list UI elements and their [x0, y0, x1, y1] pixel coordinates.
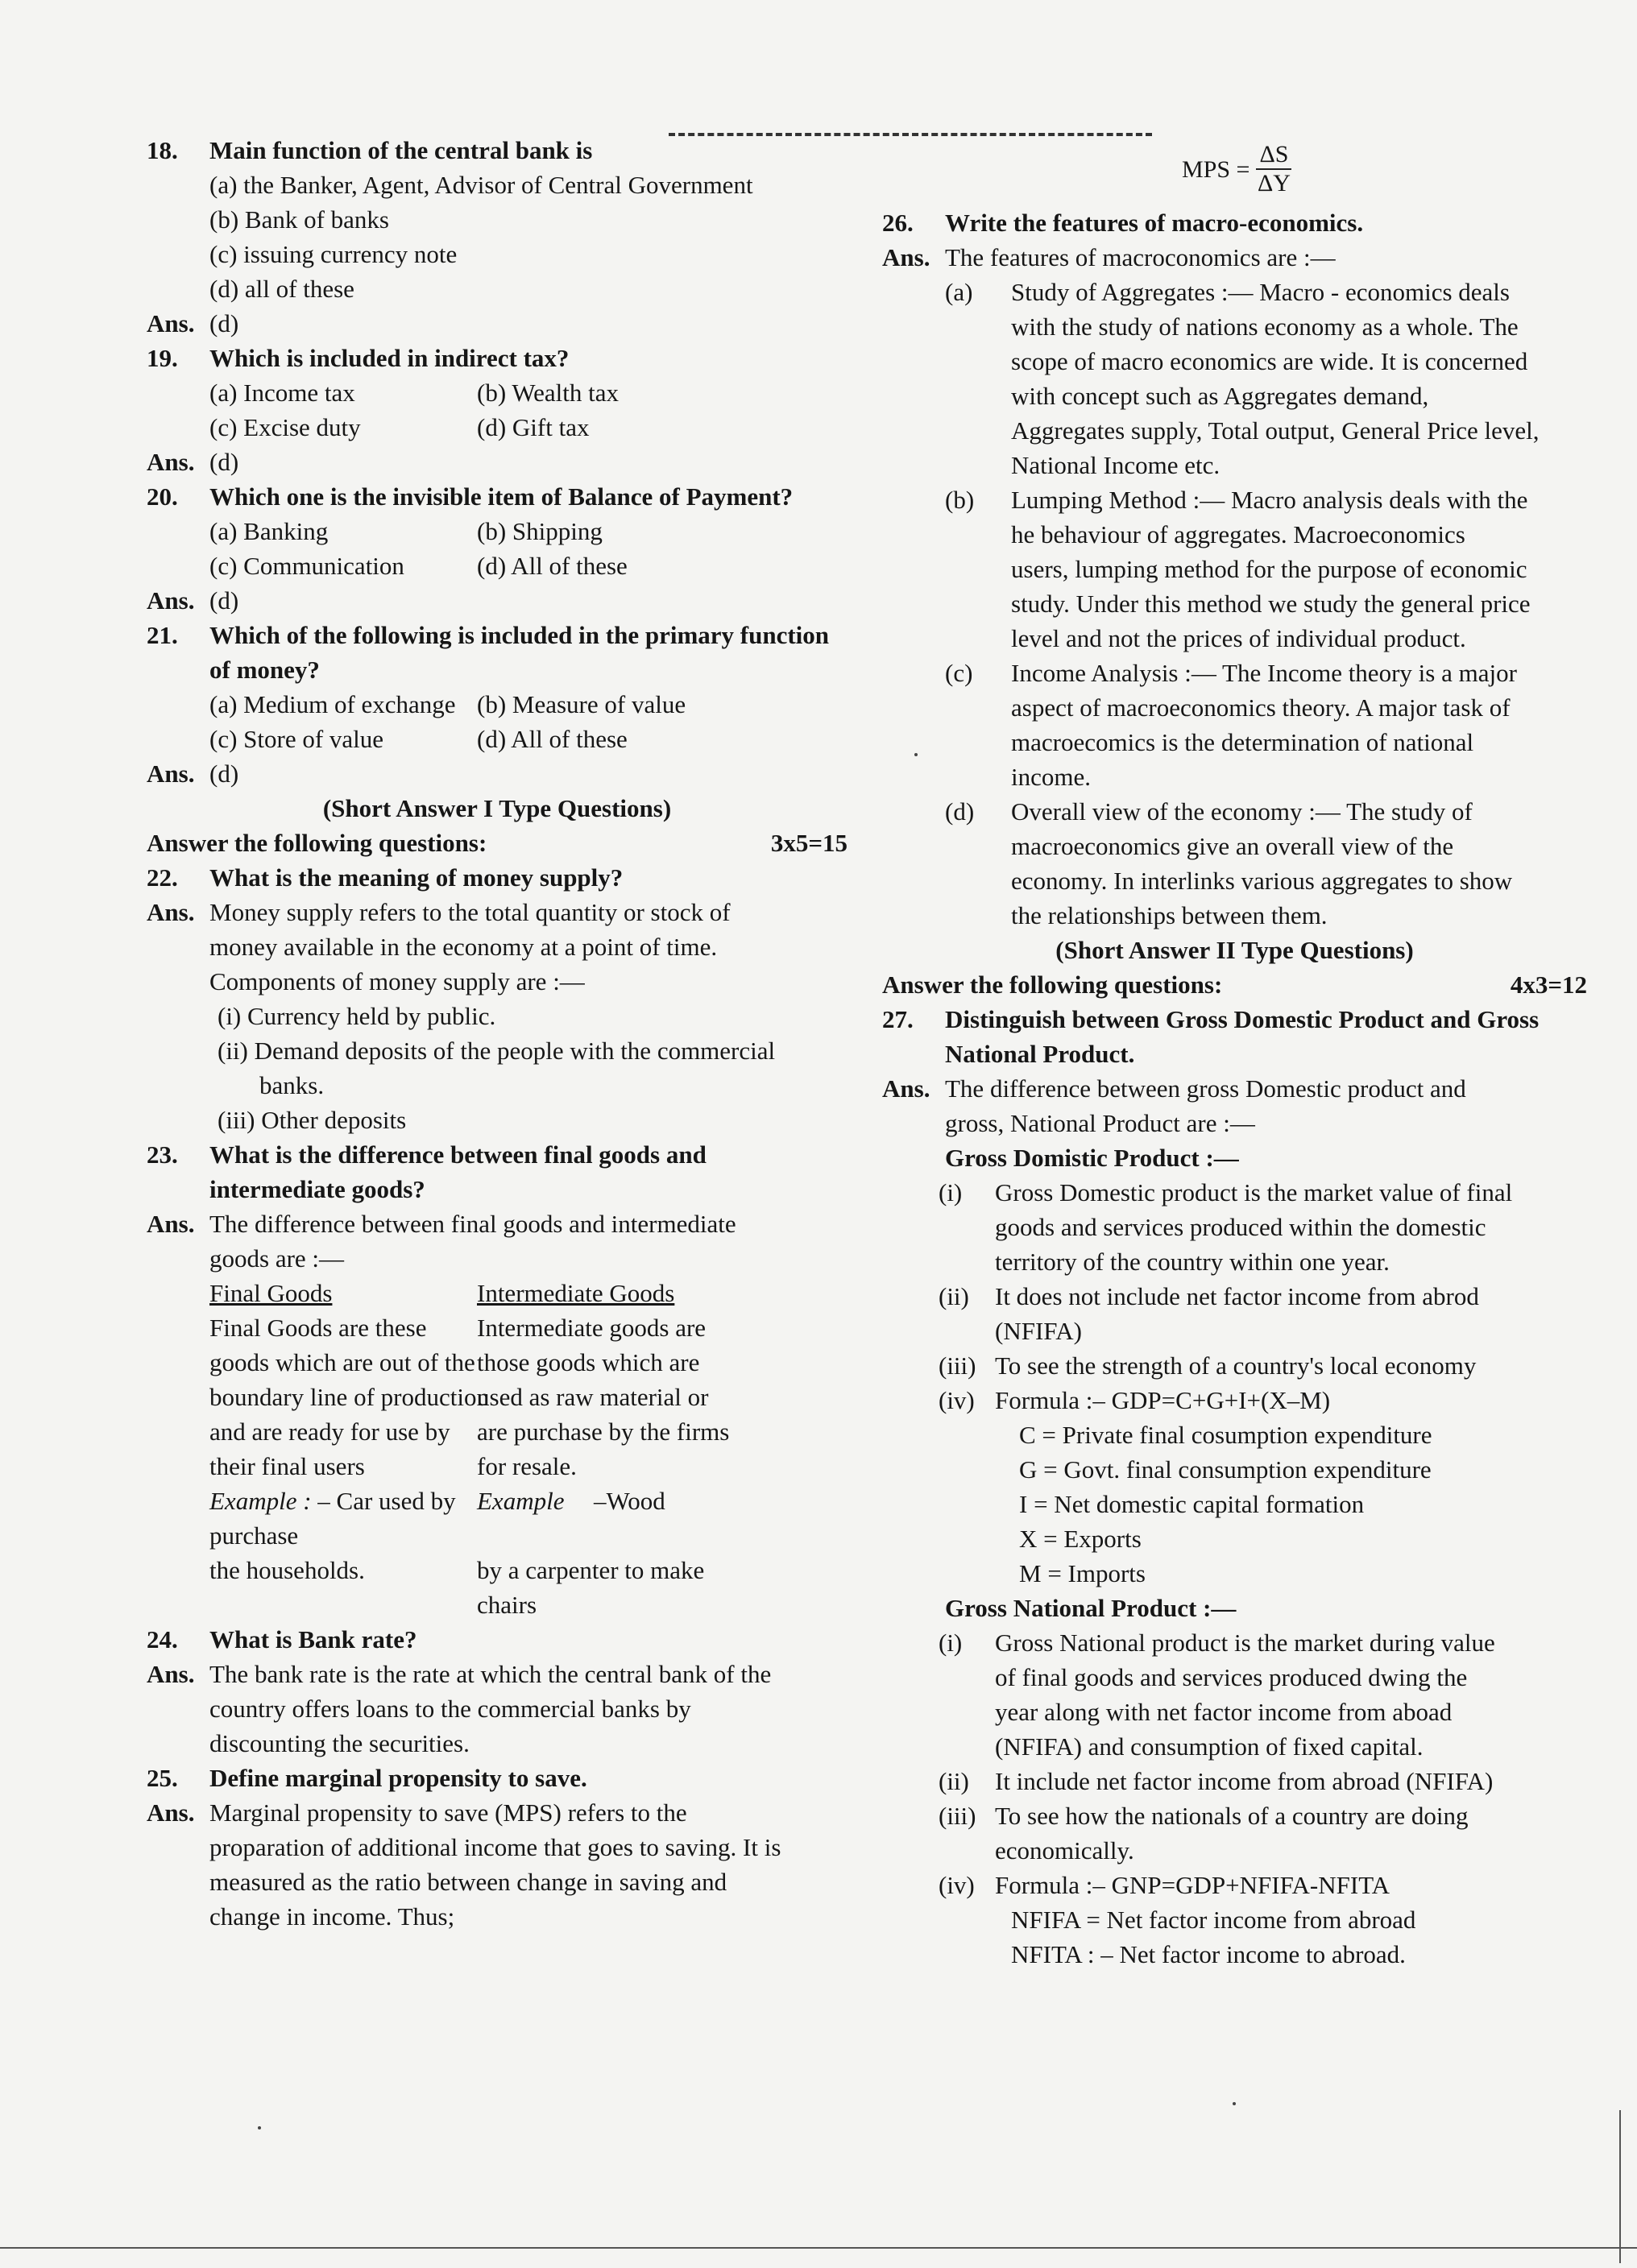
list-item-line: [882, 690, 1587, 725]
list-text: aspect of macroeconomics theory. A major task of: [1011, 693, 1511, 722]
list-item-line: [882, 725, 1587, 759]
question-21: 21. Which of the following is included in the primary function: [147, 621, 830, 649]
list-text: with concept such as Aggregates demand,: [1011, 382, 1429, 410]
comparison-header: Final Goods Intermediate Goods: [209, 1279, 675, 1307]
answer: Ans. Money supply refers to the total quantity or stock of: [147, 898, 731, 926]
answer: Ans. (d): [147, 309, 239, 337]
answer-line: measured as the ratio between change in saving and: [209, 1868, 727, 1896]
question-21-cont: of money?: [209, 656, 320, 684]
definition-line: X = Exports: [1019, 1525, 1142, 1553]
question-27-cont: National Product.: [945, 1040, 1135, 1068]
question-20: 20. Which one is the invisible item of Balance of Payment?: [147, 482, 794, 511]
speck: [258, 2126, 261, 2129]
answer: Ans. The features of macroconomics are :—: [882, 243, 1336, 271]
question-23: 23. What is the difference between final goods and: [147, 1140, 707, 1169]
list-label: (b): [945, 486, 975, 514]
list-item-line: [882, 656, 1587, 690]
list-text: with the study of nations economy as a whole. The: [1011, 312, 1519, 341]
list-item: (ii) Demand deposits of the people with the commercial: [218, 1037, 776, 1065]
list-label: (iii): [939, 1351, 976, 1380]
list-label: (d): [945, 797, 975, 826]
section-instruction: Answer the following questions: 3x5=15: [147, 829, 848, 857]
section-heading: (Short Answer II Type Questions): [1055, 936, 1414, 964]
gdp-definitions: [882, 1418, 1587, 1591]
list-item-line: [882, 344, 1587, 379]
list-label: (a): [945, 278, 973, 306]
list-item-line: [882, 1660, 1587, 1695]
right-edge-rule: [1619, 2110, 1621, 2263]
list-text: Income Analysis :— The Income theory is a major: [1011, 659, 1517, 687]
option: (a) the Banker, Agent, Advisor of Central Government: [209, 171, 753, 199]
comparison-row: their final users for resale.: [209, 1452, 577, 1480]
list-item-line: [882, 1210, 1587, 1244]
list-item-line: [882, 1695, 1587, 1729]
comparison-row: and are ready for use by are purchase by the firms: [209, 1418, 730, 1446]
answer-line: Components of money supply are :—: [209, 967, 585, 995]
list-item-line: [882, 1798, 1587, 1833]
list-text: territory of the country within one year.: [995, 1248, 1390, 1276]
list-text: economy. In interlinks various aggregates to show: [1011, 867, 1513, 895]
list-text: (NFIFA): [995, 1317, 1082, 1345]
list-item-line: [882, 413, 1587, 448]
answer: Ans. The difference between final goods and intermediate: [147, 1210, 736, 1238]
question-19: 19. Which is included in indirect tax?: [147, 344, 570, 372]
list-text: economically.: [995, 1836, 1134, 1864]
option-row: (c) Communication (d) All of these: [209, 552, 628, 580]
list-text: National Income etc.: [1011, 451, 1220, 479]
question-18: 18. Main function of the central bank is: [147, 136, 593, 164]
list-item-line: [882, 1729, 1587, 1764]
feature-list: [882, 275, 1587, 933]
definition-line: M = Imports: [1019, 1559, 1146, 1587]
comparison-row: chairs: [477, 1591, 537, 1619]
list-label: (iv): [939, 1386, 975, 1414]
list-text: Gross Domestic product is the market value of final: [995, 1178, 1513, 1206]
definition-line: I = Net domestic capital formation: [1019, 1490, 1365, 1518]
definition-line: NFITA : – Net factor income to abroad.: [1011, 1940, 1406, 1968]
list-item: banks.: [259, 1071, 325, 1099]
left-column: [147, 133, 848, 1934]
list-text: the relationships between them.: [1011, 901, 1328, 929]
list-text: he behaviour of aggregates. Macroeconomics: [1011, 520, 1465, 548]
list-item-line: [882, 1175, 1587, 1210]
question-23-cont: intermediate goods?: [209, 1175, 425, 1203]
list-item-line: [882, 1279, 1587, 1314]
list-item-line: [882, 1833, 1587, 1868]
answer-line: goods are :—: [209, 1244, 345, 1273]
list-item-line: [882, 898, 1587, 933]
answer: Ans. (d): [147, 448, 239, 476]
mps-formula: MPS = $\frac{\Delta S}{\Delta Y}$: [1182, 141, 1291, 197]
list-item-line: [882, 759, 1587, 794]
list-item: (iii) Other deposits: [218, 1106, 407, 1134]
list-text: scope of macro economics are wide. It is concerned: [1011, 347, 1528, 375]
question-24: 24. What is Bank rate?: [147, 1625, 417, 1653]
list-item-line: [882, 1383, 1587, 1418]
list-text: macroecomics is the determination of national: [1011, 728, 1474, 756]
list-text: It does not include net factor income from abrod: [995, 1282, 1479, 1310]
list-item: (i) Currency held by public.: [218, 1002, 496, 1030]
gnp-definitions: [882, 1902, 1587, 1972]
question-25: 25. Define marginal propensity to save.: [147, 1764, 587, 1792]
question-22: 22. What is the meaning of money supply?: [147, 863, 624, 892]
list-item-line: [882, 482, 1587, 517]
answer-line: discounting the securities.: [209, 1729, 470, 1757]
speck: [1233, 2102, 1236, 2105]
list-text: It include net factor income from abroad (NFIFA): [995, 1767, 1494, 1795]
list-label: (i): [939, 1629, 963, 1657]
answer-line: money available in the economy at a point of time.: [209, 933, 718, 961]
answer: Ans. The bank rate is the rate at which the central bank of the: [147, 1660, 772, 1688]
mps-formula-block: [882, 133, 1587, 205]
list-item-line: [882, 1868, 1587, 1902]
option: (b) Bank of banks: [209, 205, 389, 234]
option: (c) issuing currency note: [209, 240, 458, 268]
section-instruction: Answer the following questions: 4x3=12: [882, 971, 1587, 999]
answer: Ans. Marginal propensity to save (MPS) refers to the: [147, 1798, 687, 1827]
list-label: (iv): [939, 1871, 975, 1899]
comparison-row: goods which are out of the those goods which are: [209, 1348, 700, 1376]
option-row: (c) Excise duty (d) Gift tax: [209, 413, 590, 441]
list-text: Aggregates supply, Total output, General Price level,: [1011, 416, 1540, 445]
bottom-rule: [0, 2247, 1637, 2249]
answer-line: gross, National Product are :—: [945, 1109, 1255, 1137]
list-label: (ii): [939, 1767, 969, 1795]
list-text: Gross National product is the market during value: [995, 1629, 1495, 1657]
answer-line: country offers loans to the commercial banks by: [209, 1695, 691, 1723]
gnp-list: [882, 1625, 1587, 1902]
list-text: macroeconomics give an overall view of the: [1011, 832, 1454, 860]
speck: [914, 753, 918, 756]
list-item-line: [882, 863, 1587, 898]
answer: Ans. (d): [147, 586, 239, 615]
comparison-row: Final Goods are these Intermediate goods are: [209, 1314, 707, 1342]
list-text: study. Under this method we study the general price: [1011, 590, 1531, 618]
answer: Ans. The difference between gross Domestic product and: [882, 1074, 1466, 1103]
comparison-row: Example : – Car used by Example –Wood: [209, 1487, 665, 1515]
gdp-heading: Gross Domistic Product :—: [945, 1144, 1239, 1172]
list-item-line: [882, 1348, 1587, 1383]
right-column: [882, 133, 1587, 1972]
comparison-row: the households. by a carpenter to make: [209, 1556, 705, 1584]
list-item-line: [882, 552, 1587, 586]
list-text: Lumping Method :— Macro analysis deals with the: [1011, 486, 1528, 514]
list-text: income.: [1011, 763, 1091, 791]
list-item-line: [882, 829, 1587, 863]
list-text: Study of Aggregates :— Macro - economics deals: [1011, 278, 1510, 306]
list-item-line: [882, 517, 1587, 552]
list-item-line: [882, 309, 1587, 344]
definition-line: G = Govt. final consumption expenditure: [1019, 1455, 1432, 1484]
answer-line: proparation of additional income that goes to saving. It is: [209, 1833, 781, 1861]
answer: Ans. (d): [147, 759, 239, 788]
comparison-row: purchase: [209, 1521, 299, 1550]
list-label: (i): [939, 1178, 963, 1206]
list-text: (NFIFA) and consumption of fixed capital.: [995, 1732, 1424, 1761]
list-item-line: [882, 794, 1587, 829]
list-text: To see the strength of a country's local economy: [995, 1351, 1477, 1380]
list-item-line: [882, 275, 1587, 309]
question-26: 26. Write the features of macro-economics.: [882, 209, 1364, 237]
list-item-line: [882, 379, 1587, 413]
list-text: year along with net factor income from aboad: [995, 1698, 1453, 1726]
gnp-heading: Gross National Product :—: [945, 1594, 1237, 1622]
list-text: of final goods and services produced dwing the: [995, 1663, 1468, 1691]
list-item-line: [882, 1244, 1587, 1279]
option-row: (c) Store of value (d) All of these: [209, 725, 628, 753]
list-text: users, lumping method for the purpose of economic: [1011, 555, 1527, 583]
comparison-row: boundary line of production used as raw material or: [209, 1383, 709, 1411]
question-27: 27. Distinguish between Gross Domestic Product and Gross: [882, 1005, 1540, 1033]
option-row: (a) Banking (b) Shipping: [209, 517, 603, 545]
list-item-line: [882, 586, 1587, 621]
list-text: To see how the nationals of a country are doing: [995, 1802, 1469, 1830]
list-text: goods and services produced within the domestic: [995, 1213, 1486, 1241]
list-text: Overall view of the economy :— The study of: [1011, 797, 1473, 826]
list-text: Formula :– GNP=GDP+NFIFA-NFITA: [995, 1871, 1390, 1899]
list-item-line: [882, 448, 1587, 482]
gdp-list: [882, 1175, 1587, 1418]
list-text: level and not the prices of individual product.: [1011, 624, 1466, 652]
list-label: (c): [945, 659, 973, 687]
option-row: (a) Income tax (b) Wealth tax: [209, 379, 619, 407]
option-row: (a) Medium of exchange (b) Measure of value: [209, 690, 686, 718]
option: (d) all of these: [209, 275, 354, 303]
definition-line: NFIFA = Net factor income from abroad: [1011, 1906, 1416, 1934]
section-heading: (Short Answer I Type Questions): [322, 794, 672, 822]
definition-line: C = Private final cosumption expenditure: [1019, 1421, 1432, 1449]
answer-line: change in income. Thus;: [209, 1902, 455, 1931]
list-item-line: [882, 621, 1587, 656]
list-item-line: [882, 1764, 1587, 1798]
list-text: Formula :– GDP=C+G+I+(X–M): [995, 1386, 1331, 1414]
list-item-line: [882, 1314, 1587, 1348]
list-label: (iii): [939, 1802, 976, 1830]
list-item-line: [882, 1625, 1587, 1660]
list-label: (ii): [939, 1282, 969, 1310]
